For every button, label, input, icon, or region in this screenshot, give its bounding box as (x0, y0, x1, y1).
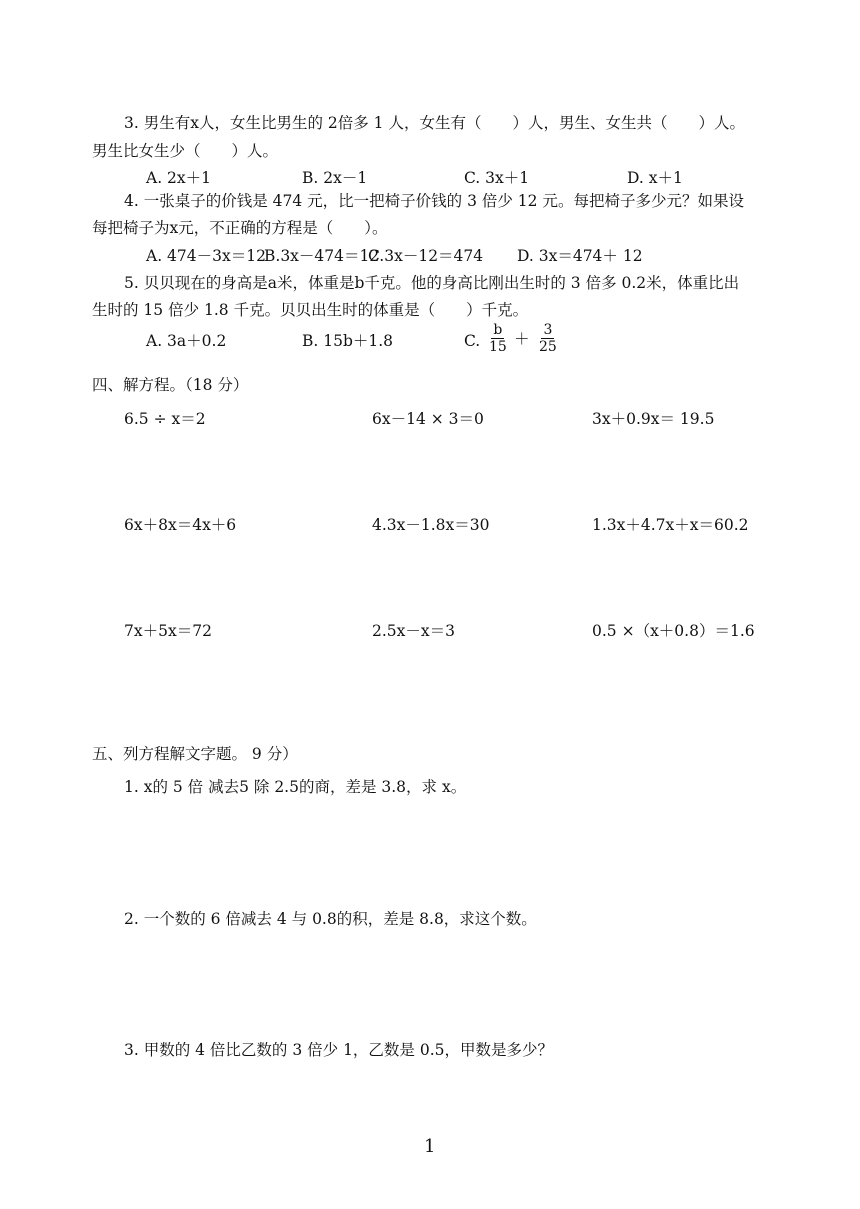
q3-choice-c: C. 3x＋1 (464, 169, 530, 187)
q4-line2: 每把椅子为x元，不正确的方程是（ ）。 (92, 219, 388, 237)
q5-choices (0, 330, 860, 360)
q4-line1: 4. 一张桌子的价钱是 474 元，比一把椅子价钱的 3 倍少 12 元。每把椅子多少元？如果设 (124, 192, 744, 210)
fraction-numerator: b (493, 322, 503, 338)
equation-2-1: 6x＋8x＝4x＋6 (124, 516, 237, 534)
q5-choice-b: B. 15b＋1.8 (302, 332, 394, 350)
q4-choice-b: B.3x－474＝12 (264, 247, 380, 265)
q5-choice-c-plus: ＋ (514, 330, 530, 348)
equation-1-2: 6x－14 × 3＝0 (372, 410, 484, 428)
equation-2-2: 4.3x－1.8x＝30 (372, 516, 490, 534)
q3-choice-d: D. x＋1 (627, 169, 683, 187)
q5-choice-c-fraction-1 (487, 322, 509, 355)
section-4-title: 四、解方程。（18 分） (92, 376, 249, 394)
q4-choice-d: D. 3x＝474＋ 12 (517, 247, 643, 265)
q5-choice-a: A. 3a＋0.2 (146, 332, 227, 350)
section-5-title: 五、列方程解文字题。 9 分） (92, 745, 298, 763)
equation-3-3: 0.5 ×（x＋0.8）＝1.6 (592, 622, 755, 640)
q5-line2: 生时的 15 倍少 1.8 千克。贝贝出生时的体重是（ ）千克。 (92, 301, 529, 319)
q4-choices (0, 245, 860, 267)
word-problem-1: 1. x的 5 倍 减去5 除 2.5的商，差是 3.8，求 x。 (124, 778, 467, 796)
equation-2-3: 1.3x＋4.7x＋x＝60.2 (592, 516, 749, 534)
fraction-denominator: 15 (489, 339, 507, 355)
q3-choice-b: B. 2x－1 (302, 169, 368, 187)
q5-choice-c-fraction-2 (537, 322, 559, 355)
q4-choice-a: A. 474－3x＝12 (146, 247, 266, 265)
equation-3-2: 2.5x－x＝3 (372, 622, 455, 640)
q3-choices (0, 167, 860, 189)
q3-line2: 男生比女生少（ ）人。 (92, 142, 279, 160)
q3-line1: 3. 男生有x人，女生比男生的 2倍多 1 人，女生有（ ）人，男生、女生共（ ）人。 (124, 114, 745, 132)
q5-line1: 5. 贝贝现在的身高是a米，体重是b千克。他的身高比刚出生时的 3 倍多 0.2米，体重比出 (124, 274, 740, 292)
fraction-numerator: 3 (543, 322, 553, 338)
q5-choice-c: C. (464, 332, 481, 350)
q3-choice-a: A. 2x＋1 (146, 169, 212, 187)
equation-1-1: 6.5 ÷ x＝2 (124, 410, 206, 428)
q4-choice-c: C.3x－12＝474 (368, 247, 484, 265)
word-problem-2: 2. 一个数的 6 倍减去 4 与 0.8的积，差是 8.8，求这个数。 (124, 910, 537, 928)
fraction-denominator: 25 (539, 339, 557, 355)
word-problem-3: 3. 甲数的 4 倍比乙数的 3 倍少 1，乙数是 0.5，甲数是多少？ (124, 1041, 554, 1059)
page-number: 1 (424, 1136, 436, 1157)
equation-3-1: 7x＋5x＝72 (124, 622, 212, 640)
equation-1-3: 3x＋0.9x＝ 19.5 (592, 410, 715, 428)
